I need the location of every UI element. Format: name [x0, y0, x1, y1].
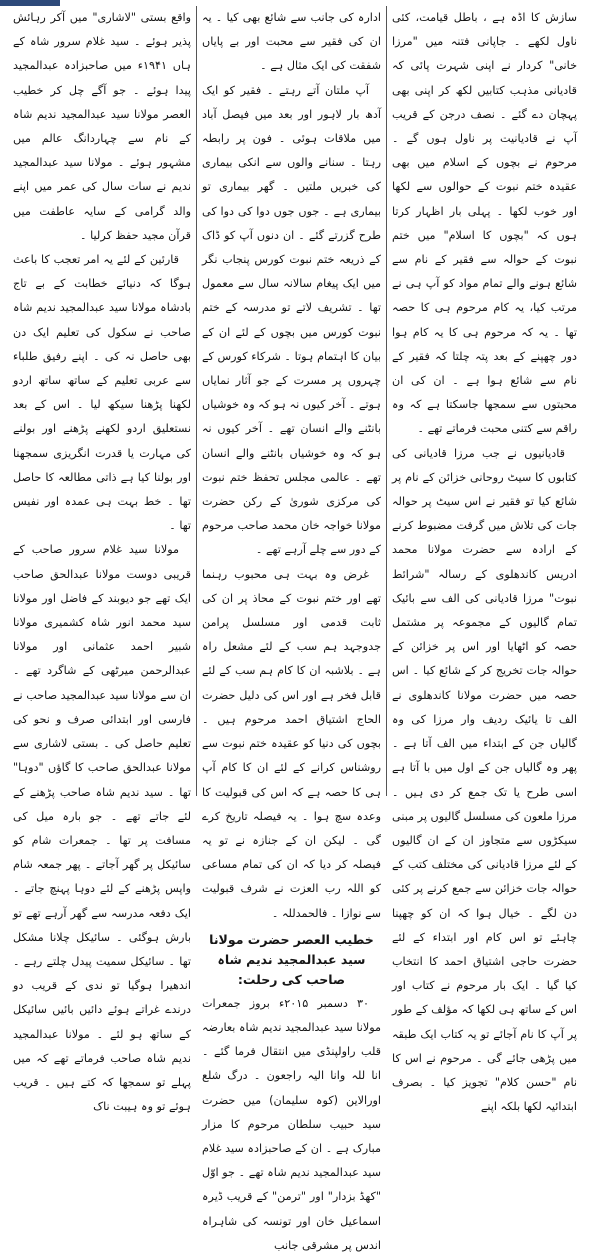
paragraph: مولانا سید غلام سرور صاحب کے قریبی دوست مولانا عبدالحق صاحب ایک تھے جو دیوبند کے فاضل اور مولانا سید محمد انور شاہ کشمیری مولانا شبیر احمد عثمانی اور مولانا عبدالرحمن میرٹھی کے شاگرد تھے ۔ ان سے مولانا سید عبدالمجید صاحب نے فارسی اور ابتدائی صرف و نحو کی تعلیم حاصل کی ۔ بستی لاشاری سے مولانا عبدالحق صاحب کا گاؤں "دوہا" تھا ۔ سید ندیم شاہ صاحب پڑھنے کے لئے جاتے تھے ۔ جو بارہ میل کی مسافت پر تھا ۔ جمعرات شام کو سائیکل پر گھر آجاتے ۔ پھر جمعہ شام واپس پڑھنے کے لئے دوہا پہنچ جاتے ۔ ایک دفعہ مدرسہ سے گھر آرہے تھے تو بارش ہوگئی ۔ سائیکل چلانا مشکل تھا ۔ سائیکل سمیت پیدل چلتے رہے ۔ اندھیرا ہوگیا تو ندی کے قریب دو درندے غراتے ہوئے دائیں بائیں سائیکل کے ساتھ ہو لئے ۔ مولانا عبدالمجید ندیم شاہ صاحب فرماتے تھے کہ میں پہلے تو سمجھا کہ کتے ہیں ۔ قریب ہوئے تو وہ ہیبت ناک — [13, 543, 191, 1114]
column-middle — [196, 6, 387, 1252]
column-left — [8, 6, 196, 1114]
paragraph: غرض وہ بہت ہی محبوب رہنما تھے اور ختم نبوت کے محاذ پر ان کی ثابت قدمی اور مسلسل پرامن جدوجہد ہم سب کے لئے مشعل راہ ہے ۔ بلاشبہ ان کا کام ہم سب کے لئے قابل فخر ہے اور اس کی دلیل حضرت الحاج اشتیاق احمد مرحوم ہیں ۔ بچوں کی دنیا کو عقیدہ ختم نبوت سے روشناس کرانے کے لئے ان کا کام آپ ہی کا حصہ ہے کہ اس کی قبولیت کا وعدہ سچ ہوا ۔ یہ فیصلہ تاریخ کرے گی ۔ لیکن ان کے جنازہ نے تو یہ فیصلہ کر دیا کہ ان کی تمام مساعی کو اللہ رب العزت نے شرف قبولیت سے نوازا ۔ فالحمدللہ ۔ — [202, 567, 381, 920]
section-headline: خطیب العصر حضرت مولانا سید عبدالمجید ندیم شاہ صاحب کی رحلت: — [209, 931, 374, 987]
paragraph: ۳۰ دسمبر ۲۰۱۵ء بروز جمعرات مولانا سید عبدالمجید ندیم شاہ بعارضہ قلب راولپنڈی میں انتقال فرما گئے ۔ انا للہ وانا الیہ راجعون ۔ درگ شلع اورالاین (کوہ سلیمان) میں حضرت سید حبیب سلطان مرحوم کا مزار مبارک ہے ۔ ان کے صاحبزادہ سید غلام سید عبدالمجید ندیم شاہ تھے ۔ جو اوّل "کھڈ بزدار" اور "ترمن" کے قریب ڈیرہ اسماعیل خان اور تونسہ کی شاہراہ اندس پر مشرقی جانب — [202, 996, 381, 1252]
paragraph: سازش کا اڈہ ہے ، باطل قیامت، کئی ناول لکھے ۔ جاپانی فتنہ میں "مرزا خانی" کردار نے اپنی شہرت پائی کہ قادیانی مذہب کتابیں لکھ کر اپنی بھی پہچان دے گئے ۔ نصف درجن کے قریب آپ نے قادیانیت پر ناول ہوں گے ۔ مرحوم نے بچوں کے اسلام میں بھی عقیدہ ختم نبوت کے حوالوں سے لکھا اور خوب لکھا ۔ پہلی بار اظہار کرتا ہوں کہ "بچوں کا اسلام" میں ختم نبوت کے حوالہ سے فقیر کے نام سے شائع ہونے والے تمام مواد کو آپ ہی نے مرتب کیا، یہ کام مرحوم ہی کا حصہ تھا ۔ یہ کہ مرحوم ہی کا یہ کام ہوا دور چھپنے کے بعد پتہ چلتا کہ فقیر کے نام سے شائع ہوا ہے ۔ ان کی ان محبتوں سے سمجھا جاسکتا ہے کہ وہ راقم سے کتنی محبت فرماتے تھے ۔ — [392, 11, 577, 436]
paragraph: قارئین کے لئے یہ امر تعجب کا باعث ہوگا کہ دنیائے خطابت کے بے تاج بادشاہ مولانا سید عبدالمجید ندیم شاہ صاحب نے سکول کی تعلیم ایک دن بھی حاصل نہ کی ۔ اپنے رفیق طلباء سے عربی تعلیم کے ساتھ ساتھ اردو لکھنا پڑھنا سیکھ لیا ۔ اس کے بعد نستعلیق اردو لکھنے پڑھنے اور بولنے کی مہارت یا قدرت انگریزی سمجھنا اور بولنا کیا ہے ذاتی مطالعہ کا حاصل تھا ۔ خط بہت ہی عمدہ اور نفیس تھا ۔ — [13, 253, 191, 533]
newspaper-page — [8, 6, 582, 1252]
paragraph: ادارہ کی جانب سے شائع بھی کیا ۔ یہ ان کی فقیر سے محبت اور بے پایاں شفقت کی ایک مثال ہے ۔ — [202, 11, 381, 73]
column-right — [387, 6, 582, 1114]
paragraph: آپ ملتان آتے رہتے ۔ فقیر کو ایک آدھ بار لاہور اور بعد میں فیصل آباد میں ملاقات ہوئی ۔ فون پر رابطہ رہتا ۔ سنانے والوں سے انکی بیماری کی خبریں ملتیں ۔ گھر بیماری تو بیماری ہے ۔ جوں جوں دوا کی دوا کی طرح گزرتے گئے ۔ ان دنوں آپ کو ڈاک کے ذریعہ ختم نبوت کورس پنجاب نگر میں ایک پیغام سالانہ سال سے معمول تھا ۔ تشریف لاتے تو مدرسہ کے ختم نبوت کورس میں بچوں کے لئے ان کے بیان کا اہتمام ہوتا ۔ شرکاء کورس کے چہروں پر مسرت کے جو آثار نمایاں ہوتے ۔ آخر کیوں نہ ہو کہ وہ خوشیاں بانٹنے والے انسان تھے ۔ آخر کیوں نہ ہو کہ وہ خوشیاں بانٹنے والے انسان تھے ۔ عالمی مجلس تحفظ ختم نبوت کی مرکزی شوریٰ کے رکن حضرت مولانا خواجہ خان محمد صاحب مرحوم کے دور سے چلے آرہے تھے ۔ — [202, 83, 381, 557]
paragraph: واقع بستی "لاشاری" میں آکر رہائش پذیر ہوئے ۔ سید غلام سرور شاہ کے ہاں ۱۹۴۱ء میں صاحبزادہ عبدالمجید پیدا ہوئے ۔ جو آگے چل کر خطیب العصر مولانا سید عبدالمجید ندیم شاہ کے نام سے چہاردانگ عالم میں مشہور ہوئے ۔ مولانا سید عبدالمجید ندیم نے سات سال کی عمر میں اپنے والد گرامی کے سایہ عاطفت میں قرآن مجید حفظ کرلیا ۔ — [13, 11, 191, 242]
paragraph: قادیانیوں نے جب مرزا قادیانی کی کتابوں کا سیٹ روحانی خزائن کے نام پر شائع کیا تو فقیر نے اس سیٹ پر حوالہ جات کی تلاش میں گرفت مضبوط کرنے کے ارادہ سے حضرت مولانا محمد ادریس کاندھلوی کے رسالہ "شرائط نبوت" مرزا قادیانی کی الف سے بائیک تمام گالیوں کے مجموعہ پر مشتمل حصہ کو اٹھایا اور اس پر خزائن کے حوالہ جات تخریج کر کے شائع کیا ۔ اس حصہ میں حضرت مولانا کاندھلوی نے الف تا یائیک ردیف وار مرزا کی وہ گالیاں جن کے ابتداء میں الف آتا ہے ۔ پھر وہ گالیاں جن کے اول میں با آتا ہے اسی طرح یا تک جمع کر دی ہیں ۔ مرزا ملعون کی مسلسل گالیوں پر مبنی سیکڑوں سے متجاوز ان کے ان گالیوں کے لئے مرزا قادیانی کی مختلف کتب کے حوالہ جات خزائن سے جمع کرنے پر کئی دن لگے ۔ خیال ہوا کہ ان کو چھپنا چاہئے تو اس کام اور ابتداء کے لئے حضرت حاجی اشتیاق احمد کا انتخاب کیا گیا ۔ ایک بار مرحوم نے کتاب اور اس کے ساتھ ہی لکھا کہ مؤلف کے طور پر آپ کا نام آجائے تو یہ کتاب ایک طبقہ میں پڑھی جائے گی ۔ مرحوم نے اس کا نام "حسن کلام" تجویز کیا ۔ بصرف ابتدائیہ لکھا بلکہ اپنے — [392, 446, 577, 1114]
